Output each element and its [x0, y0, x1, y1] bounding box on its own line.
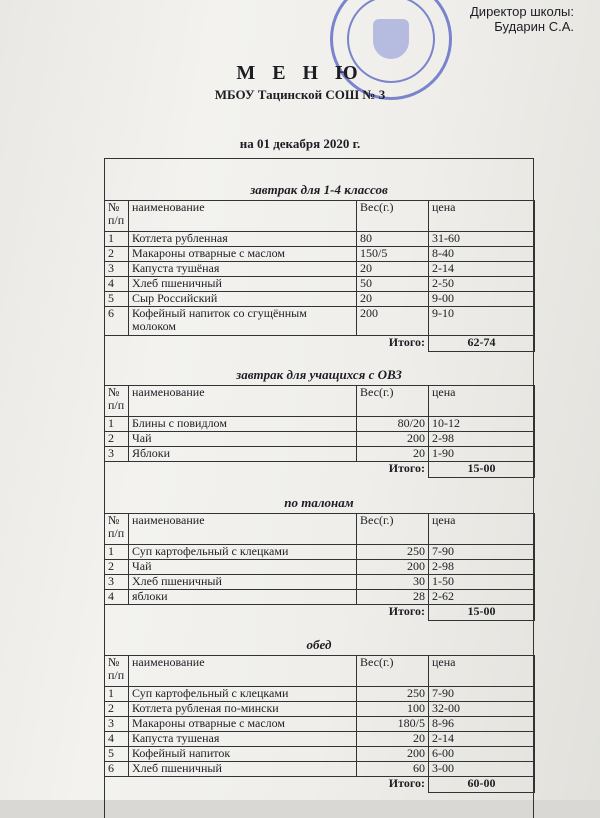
- cell-price: 3-00: [429, 762, 535, 777]
- cell-weight: 250: [357, 687, 429, 702]
- director-name: Бударин С.А.: [494, 19, 574, 34]
- menu-table: [104, 385, 535, 478]
- table-row: [105, 702, 535, 717]
- cell-name: Капуста тушеная: [129, 732, 357, 747]
- cell-num: 3: [105, 575, 129, 590]
- column-header-name: наименование: [129, 656, 357, 687]
- cell-price: 10-12: [429, 417, 535, 432]
- cell-name: Котлета рубленая по-мински: [129, 702, 357, 717]
- table-row: [105, 717, 535, 732]
- table-row: [105, 545, 535, 560]
- cell-num: 1: [105, 232, 129, 247]
- column-header-num: № п/п: [105, 386, 129, 417]
- cell-name: Кофейный напиток со сгущённым молоком: [129, 307, 357, 336]
- cell-weight: 180/5: [357, 717, 429, 732]
- cell-name: Яблоки: [129, 447, 357, 462]
- total-value: 60-00: [429, 777, 535, 793]
- table-row: [105, 262, 535, 277]
- cell-num: 2: [105, 432, 129, 447]
- cell-name: Суп картофельный с клецками: [129, 545, 357, 560]
- cell-num: 4: [105, 590, 129, 605]
- cell-weight: 200: [357, 432, 429, 447]
- school-seal-stamp: [330, 0, 452, 100]
- section-title: обед: [306, 637, 332, 652]
- menu-table: [104, 200, 535, 352]
- cell-weight: 100: [357, 702, 429, 717]
- menu-table: [104, 655, 535, 793]
- cell-name: Сыр Российский: [129, 292, 357, 307]
- cell-name: Макароны отварные с маслом: [129, 247, 357, 262]
- table-row: [105, 247, 535, 262]
- column-header-price: цена: [429, 386, 535, 417]
- menu-section: [104, 635, 534, 793]
- cell-weight: 80: [357, 232, 429, 247]
- cell-weight: 150/5: [357, 247, 429, 262]
- cell-num: 5: [105, 292, 129, 307]
- column-header-weight: Вес(г.): [357, 514, 429, 545]
- table-row: [105, 762, 535, 777]
- cell-weight: 250: [357, 545, 429, 560]
- cell-name: яблоки: [129, 590, 357, 605]
- table-row: [105, 575, 535, 590]
- table-row: [105, 277, 535, 292]
- column-header-num: № п/п: [105, 514, 129, 545]
- total-label: Итого:: [388, 335, 425, 349]
- column-header-weight: Вес(г.): [357, 386, 429, 417]
- table-row: [105, 687, 535, 702]
- cell-weight: 28: [357, 590, 429, 605]
- cell-name: Суп картофельный с клецками: [129, 687, 357, 702]
- table-row: [105, 447, 535, 462]
- total-value: 15-00: [429, 462, 535, 478]
- column-header-name: наименование: [129, 514, 357, 545]
- table-header-row: [105, 656, 535, 687]
- table-row: [105, 292, 535, 307]
- cell-name: Хлеб пшеничный: [129, 575, 357, 590]
- table-row: [105, 732, 535, 747]
- section-title: завтрак для 1-4 классов: [250, 182, 388, 197]
- menu-table: [104, 513, 535, 621]
- table-row: [105, 232, 535, 247]
- cell-num: 6: [105, 307, 129, 336]
- cell-num: 1: [105, 545, 129, 560]
- cell-price: 1-90: [429, 447, 535, 462]
- cell-num: 2: [105, 702, 129, 717]
- table-row: [105, 417, 535, 432]
- cell-num: 1: [105, 417, 129, 432]
- menu-section: [104, 493, 534, 621]
- cell-weight: 50: [357, 277, 429, 292]
- column-header-weight: Вес(г.): [357, 201, 429, 232]
- cell-num: 6: [105, 762, 129, 777]
- cell-price: 7-90: [429, 687, 535, 702]
- total-label: Итого:: [388, 604, 425, 618]
- cell-price: 2-62: [429, 590, 535, 605]
- table-header-row: [105, 201, 535, 232]
- table-row: [105, 560, 535, 575]
- cell-weight: 20: [357, 292, 429, 307]
- cell-price: 2-14: [429, 732, 535, 747]
- cell-name: Чай: [129, 560, 357, 575]
- column-header-price: цена: [429, 656, 535, 687]
- column-header-num: № п/п: [105, 656, 129, 687]
- column-header-weight: Вес(г.): [357, 656, 429, 687]
- cell-name: Капуста тушёная: [129, 262, 357, 277]
- director-title: Директор школы:: [470, 4, 574, 19]
- school-name: МБОУ Тацинской СОШ № 3: [214, 87, 386, 102]
- cell-num: 4: [105, 732, 129, 747]
- cell-name: Котлета рубленная: [129, 232, 357, 247]
- menu-date: на 01 декабря 2020 г.: [239, 136, 361, 151]
- cell-num: 4: [105, 277, 129, 292]
- cell-weight: 20: [357, 732, 429, 747]
- cell-price: 8-40: [429, 247, 535, 262]
- cell-price: 8-96: [429, 717, 535, 732]
- cell-price: 9-10: [429, 307, 535, 336]
- cell-num: 1: [105, 687, 129, 702]
- table-row: [105, 307, 535, 336]
- cell-weight: 20: [357, 447, 429, 462]
- table-row: [105, 747, 535, 762]
- column-header-name: наименование: [129, 201, 357, 232]
- cell-name: Чай: [129, 432, 357, 447]
- total-row: [105, 605, 535, 621]
- cell-price: 2-98: [429, 560, 535, 575]
- total-row: [105, 462, 535, 478]
- cell-num: 3: [105, 717, 129, 732]
- cell-name: Хлеб пшеничный: [129, 762, 357, 777]
- cell-weight: 200: [357, 560, 429, 575]
- table-header-row: [105, 386, 535, 417]
- cell-weight: 60: [357, 762, 429, 777]
- column-header-name: наименование: [129, 386, 357, 417]
- menu-section: [104, 365, 534, 478]
- table-row: [105, 590, 535, 605]
- cell-weight: 200: [357, 307, 429, 336]
- cell-weight: 20: [357, 262, 429, 277]
- total-row: [105, 336, 535, 352]
- menu-section: [104, 180, 534, 352]
- seal-emblem-icon: [373, 19, 409, 59]
- cell-price: 31-60: [429, 232, 535, 247]
- cell-num: 3: [105, 262, 129, 277]
- section-title: по талонам: [284, 495, 354, 510]
- column-header-price: цена: [429, 201, 535, 232]
- total-label: Итого:: [388, 776, 425, 790]
- column-header-num: № п/п: [105, 201, 129, 232]
- cell-weight: 30: [357, 575, 429, 590]
- section-title: завтрак для учащихся с ОВЗ: [236, 367, 402, 382]
- table-header-row: [105, 514, 535, 545]
- total-value: 15-00: [429, 605, 535, 621]
- cell-price: 32-00: [429, 702, 535, 717]
- cell-price: 2-14: [429, 262, 535, 277]
- table-row: [105, 432, 535, 447]
- cell-weight: 80/20: [357, 417, 429, 432]
- cell-num: 2: [105, 247, 129, 262]
- column-header-price: цена: [429, 514, 535, 545]
- cell-price: 2-98: [429, 432, 535, 447]
- cell-name: Хлеб пшеничный: [129, 277, 357, 292]
- total-label: Итого:: [388, 461, 425, 475]
- cell-price: 7-90: [429, 545, 535, 560]
- cell-num: 5: [105, 747, 129, 762]
- total-row: [105, 777, 535, 793]
- cell-price: 1-50: [429, 575, 535, 590]
- cell-num: 3: [105, 447, 129, 462]
- cell-name: Кофейный напиток: [129, 747, 357, 762]
- cell-num: 2: [105, 560, 129, 575]
- cell-price: 6-00: [429, 747, 535, 762]
- cell-name: Блины с повидлом: [129, 417, 357, 432]
- cell-price: 9-00: [429, 292, 535, 307]
- menu-title: М Е Н Ю: [236, 62, 364, 84]
- cell-name: Макароны отварные с маслом: [129, 717, 357, 732]
- cell-weight: 200: [357, 747, 429, 762]
- total-value: 62-74: [429, 336, 535, 352]
- cell-price: 2-50: [429, 277, 535, 292]
- approval-block: [470, 4, 574, 34]
